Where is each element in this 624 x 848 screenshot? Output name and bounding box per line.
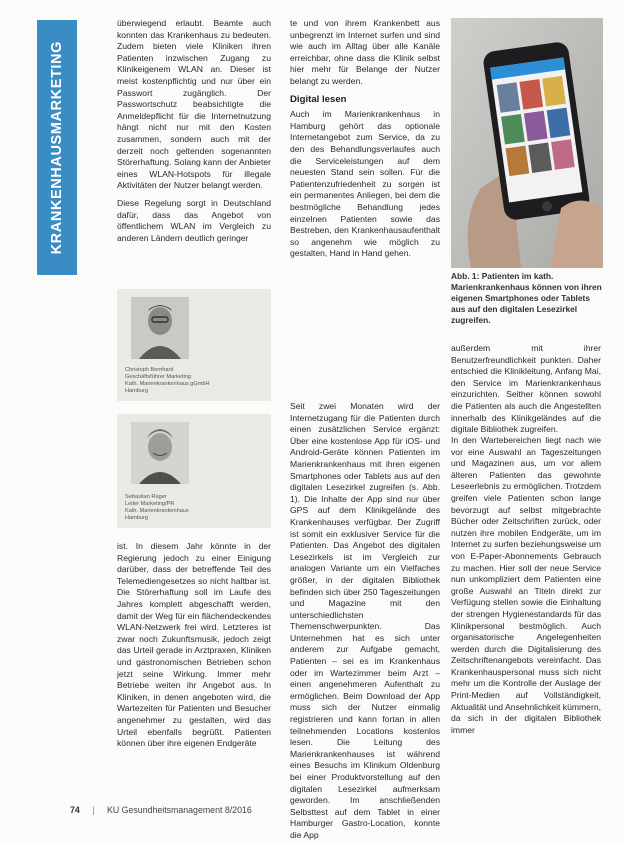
author-box-1 bbox=[117, 289, 271, 401]
column-3-top bbox=[451, 343, 601, 442]
paragraph: außerdem mit ihrer Benutzerfreundlichkeit punkten. Daher entschied die Klinikleitung, Anfang Mai, den Service im Marienkrankenhaus einzurichten. Seither können sowohl die Patienten als auch die Angestellten innerhalb des Klinikgeländes auf die digitale Bibliothek zugreifen. bbox=[451, 343, 601, 435]
page-footer bbox=[70, 805, 252, 815]
author-portrait-1 bbox=[131, 297, 189, 359]
footer-publication: KU Gesundheitsmanagement 8/2016 bbox=[107, 805, 252, 815]
column-2-top bbox=[290, 18, 440, 266]
section-label: KRANKENHAUSMARKETING bbox=[49, 40, 65, 255]
paragraph: ist. In diesem Jahr könnte in der Regierung jedoch zu einer Einigung darüber, dass der betreffende Teil des Telemediengesetzes so nicht haltbar ist. Die Störerhaftung soll im Laufe des Jahres komplett abgeschafft werden, damit der Weg für ein flächendeckendes WLAN-Netzwerk frei wird. Letzteres ist zwar noch Zukunftsmusik, jedoch zeigt das Urteil gerade in Arztpraxen, Kliniken und gastronomischen Betrieben schon jetzt seine Wirkung. Immer mehr Betriebe weiten ihr Angebot aus. In Kliniken, in denen angeboten wird, die Wartezeiten für Patienten und Besucher angenehmer zu gestalten, wird das Urteil ebenfalls begrüßt. Patienten können über ihre eigenen Endgeräte bbox=[117, 541, 271, 749]
section-heading: Digital lesen bbox=[290, 93, 347, 105]
author-caption-2: Sebastian Rüger Leiter Marketing/PR Kath. Marienkrankenhaus Hamburg bbox=[125, 494, 189, 521]
paragraph: Auch im Marienkrankenhaus in Hamburg gehört das optionale Internetangebot zum Service, da zu den des Behandlungsverlaufes auch die Serviceleistungen auf dem neuesten Stand sein sollen. Für die Patientenzufriedenheit zu sorgen ist ein permanentes Anliegen, bei dem die bestmögliche Behandlung jedes einzelnen Patienten sowie das Bestreben, den Krankenhausaufenthalt so angenehm wie möglich zu gestalten, Hand in Hand gehen. bbox=[290, 109, 440, 259]
page-number: 74 bbox=[70, 805, 80, 815]
author-portrait-2 bbox=[131, 422, 189, 484]
portrait-photo-icon bbox=[131, 297, 189, 359]
column-3-bottom bbox=[451, 435, 601, 742]
paragraph: überwiegend erlaubt. Beamte auch konnten das Krankenhaus zu bedeuten. Zudem bieten viele Kliniken ihren Patienten inzwischen Zugang zu Klinikeigenem WLAN an. Dieser ist meist kostenpflichtig und nur über ein Passwort zugänglich. Der Passwortschutz beabsichtigte die Anmeldepflicht für die Internetnutzung hängt nicht nur mit den Kosten zusammen, sondern auch mit der derzeit noch geltenden sogenannten Störerhaftung. Solang kann der Anbieter eines WLAN-Hotspots für illegale Aktivitäten der Nutzer belangt werden. bbox=[117, 18, 271, 191]
author-box-2 bbox=[117, 414, 271, 528]
paragraph: Seit zwei Monaten wird der Internetzugang für die Patienten durch einen zusätzlichen Service ergänzt: Über eine kostenlose App für iOS- und Android-Geräte können Patienten im Marienkrankenhaus mit ihren eigenen Smartphones oder Tablets aus auf den digitalen Lesezirkel zugreifen (s. Abb. 1). Die Inhalte der App sind nur über GPS auf dem Klinikgelände des Krankenhauses verfügbar. Der Zugriff ist somit ein exklusiver Service für die Patienten. Das Angebot des digitalen Lesezirkels ist im Vergleich zur analogen Variante um ein Vielfaches größer, in der digitalen Bibliothek befinden sich über 250 Tageszeitungen und Magazine mit den unterschiedlichsten Themenschwerpunkten. Das Unternehmen hat es sich unter anderem zur Aufgabe gemacht, Patienten – sei es im Krankenhaus oder im Wartezimmer beim Arzt – einen angenehmeren Aufenthalt zu ermöglichen. Beim Download der App muss sich der Nutzer einmalig registrieren und kann fortan in allen teilnehmenden Locations kostenlos lesen. Die Leitung des Marienkrankenhauses ist während eines Besuchs im Klinikum Oldenburg bei einer Produktvorstellung auf den digitalen Lesezirkel aufmerksam geworden. Im anschließenden Selbsttest auf dem Tablet in einer Hamburger Gastro-Location, konnte die App bbox=[290, 401, 440, 840]
footer-separator: | bbox=[92, 805, 95, 815]
column-1-top bbox=[117, 18, 271, 250]
paragraph: In den Wartebereichen liegt nach wie vor eine Auswahl an Tageszeitungen und Magazinen aus, um vor allem älteren Patienten das gewohnte Leseerlebnis zu ermöglichen. Trotzdem greifen viele Patienten schon lange bevorzugt auf selbst mitgebrachte Bücher oder Zeitschriften zurück, oder nutzen ihre mobilen Endgeräte, um im Internet zu surfen beziehungsweise um von E-Paper-Abonnements Gebrauch zu machen. Hier soll der neue Service nun unkompliziert dem Patienten eine große Auswahl an Titeln direkt zur Verfügung stellen sowie die Einhaltung der strengen Hygienestandards für das Klinikpersonal bestmöglich. Auch organisatorische Angelegenheiten werden durch die Digitalisierung des Zeitschriftenangebots vereinfacht. Das Krankenhauspersonal muss sich nicht mehr um die Kontrolle der Auslage der Print-Medien auf Vollständigkeit, Aktualität und Ansehnlichkeit kümmern, da sich in der digitalen Bibliothek immer bbox=[451, 435, 601, 735]
figure-caption: Abb. 1: Patienten im kath. Marienkrankenhaus können von ihren eigenen Smartphones oder Tablets aus auf den digitalen Lesezirkel zugreifen. bbox=[451, 271, 602, 325]
section-label-bar bbox=[37, 20, 77, 275]
author-caption-1: Christoph Bernhard Geschäftsführer Marketing Kath. Marienkrankenhaus gGmbH Hamburg bbox=[125, 367, 210, 394]
portrait-photo-icon bbox=[131, 422, 189, 484]
paragraph: Diese Regelung sorgt in Deutschland dafür, dass das Angebot von öffentlichem WLAN im Vergleich zu anderen Ländern deutlich geringer bbox=[117, 197, 271, 243]
column-1-bottom bbox=[117, 541, 271, 756]
paragraph: te und von ihrem Krankenbett aus unbegrenzt im Internet surfen und sind wie auch im Alltag über alle Kanäle erreichbar, ohne dass die Klinik selbst hier mehr für Belange der Nutzer belangt zu werden. bbox=[290, 18, 440, 86]
figure-photo bbox=[451, 18, 603, 268]
smartphone-in-hand-icon bbox=[451, 18, 603, 268]
column-2-bottom bbox=[290, 401, 440, 848]
